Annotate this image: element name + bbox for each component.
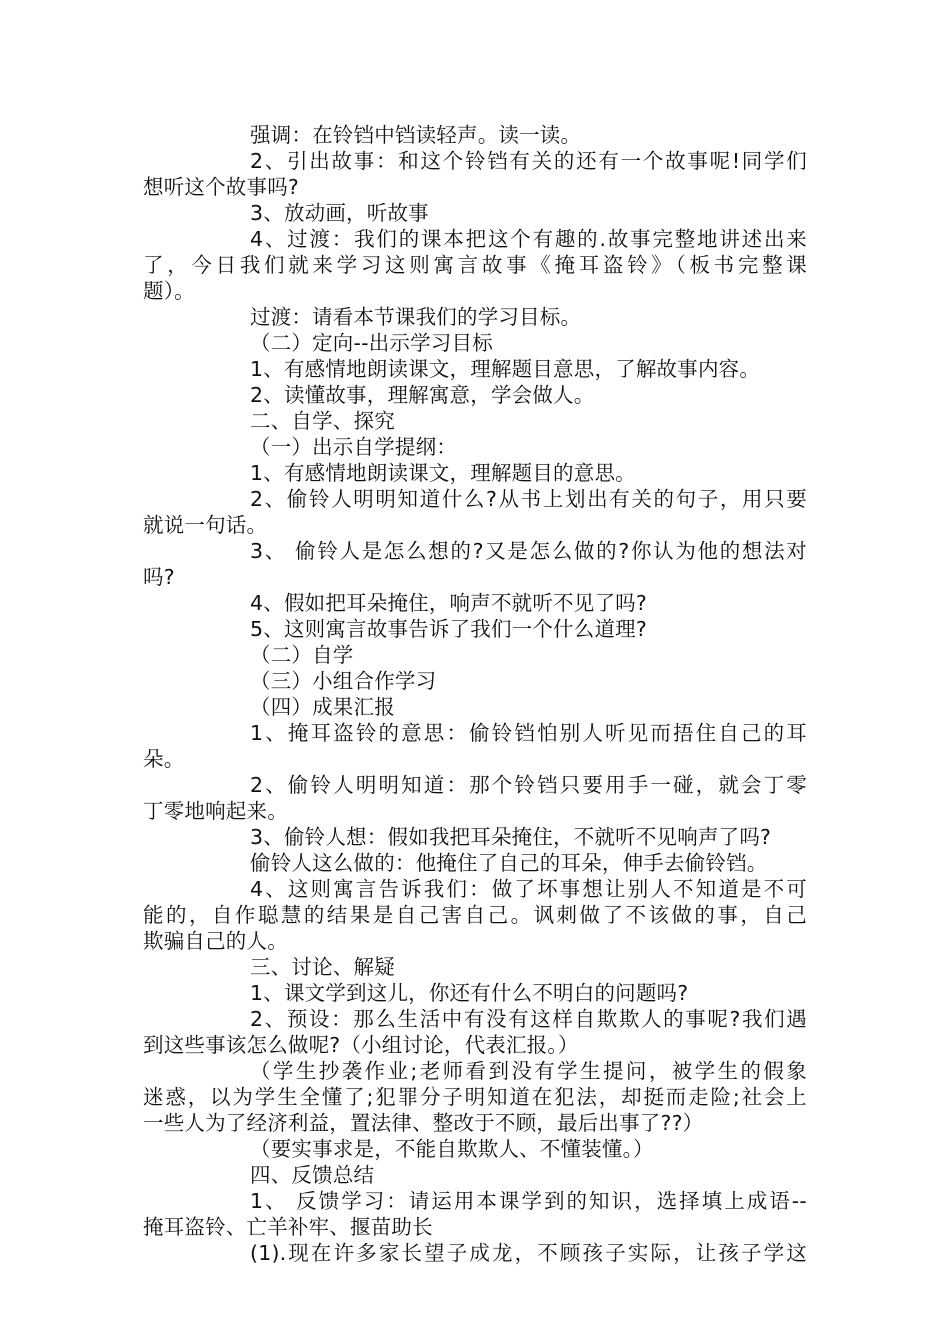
text-line: 丁零地响起来。 — [143, 799, 288, 823]
text-line: 吗? — [143, 565, 175, 589]
text-line: 3、 偷铃人是怎么想的?又是怎么做的?你认为他的想法对 — [250, 539, 807, 563]
text-line: 4、这则寓言告诉我们：做了坏事想让别人不知道是不可 — [250, 877, 807, 901]
text-line: 了，今日我们就来学习这则寓言故事《掩耳盗铃》（板书完整课 — [143, 253, 807, 277]
section-heading: （四）成果汇报 — [250, 695, 395, 719]
text-line: 能的，自作聪慧的结果是自己害自己。讽刺做了不该做的事，自己 — [143, 903, 807, 927]
text-line: 强调：在铃铛中铛读轻声。读一读。 — [250, 123, 582, 147]
text-line: 2、偷铃人明明知道：那个铃铛只要用手一碰，就会丁零 — [250, 773, 807, 797]
text-line: 3、放动画，听故事 — [250, 201, 429, 225]
text-line: 就说一句话。 — [143, 513, 268, 537]
text-line: 过渡：请看本节课我们的学习目标。 — [250, 305, 582, 329]
text-line: 4、假如把耳朵掩住，响声不就听不见了吗? — [250, 591, 647, 615]
text-line: 2、引出故事：和这个铃铛有关的还有一个故事呢!同学们 — [250, 149, 807, 173]
text-line: 3、偷铃人想：假如我把耳朵掩住，不就听不见响声了吗? — [250, 825, 772, 849]
text-line: 5、这则寓言故事告诉了我们一个什么道理? — [250, 617, 647, 641]
text-line: 迷惑，以为学生全懂了;犯罪分子明知道在犯法，却挺而走险;社会上 — [143, 1085, 807, 1109]
text-line: 1、 反馈学习：请运用本课学到的知识，选择填上成语-- — [250, 1189, 807, 1213]
section-heading: （一）出示自学提纲： — [250, 435, 457, 459]
section-heading: （二）自学 — [250, 643, 354, 667]
text-line: （学生抄袭作业;老师看到没有学生提问，被学生的假象 — [250, 1059, 807, 1083]
text-line: 偷铃人这么做的：他掩住了自己的耳朵，伸手去偷铃铛。 — [250, 851, 768, 875]
text-line: 1、课文学到这儿，你还有什么不明白的问题吗? — [250, 981, 689, 1005]
text-line: （要实事求是，不能自欺欺人、不懂装懂。） — [250, 1137, 654, 1161]
text-line: 1、有感情地朗读课文，理解题目意思，了解故事内容。 — [250, 357, 761, 381]
text-line: 2、读懂故事，理解寓意，学会做人。 — [250, 383, 595, 407]
text-line: 4、过渡：我们的课本把这个有趣的.故事完整地讲述出来 — [250, 227, 807, 251]
text-line: 朵。 — [143, 747, 185, 771]
text-line: 一些人为了经济利益，置法律、整改于不顾，最后出事了??） — [143, 1111, 704, 1135]
section-heading: （三）小组合作学习 — [250, 669, 437, 693]
section-heading: 三、讨论、解疑 — [250, 955, 395, 979]
text-line: 题）。 — [143, 279, 195, 303]
text-line: 欺骗自己的人。 — [143, 929, 288, 953]
text-line: 想听这个故事吗? — [143, 175, 299, 199]
section-heading: （二）定向--出示学习目标 — [250, 331, 493, 355]
text-line: (1).现在许多家长望子成龙，不顾孩子实际，让孩子学这 — [250, 1241, 807, 1265]
text-line: 2、预设：那么生活中有没有这样自欺欺人的事呢?我们遇 — [250, 1007, 807, 1031]
text-line: 2、偷铃人明明知道什么?从书上划出有关的句子，用只要 — [250, 487, 807, 511]
text-line: 1、掩耳盗铃的意思：偷铃铛怕别人听见而捂住自己的耳 — [250, 721, 807, 745]
text-line: 掩耳盗铃、亡羊补牢、揠苗助长 — [143, 1215, 433, 1239]
text-line: 1、有感情地朗读课文，理解题目的意思。 — [250, 461, 636, 485]
section-heading: 四、反馈总结 — [250, 1163, 375, 1187]
text-line: 到这些事该怎么做呢?（小组讨论，代表汇报。） — [143, 1033, 579, 1057]
section-heading: 二、自学、探究 — [250, 409, 395, 433]
